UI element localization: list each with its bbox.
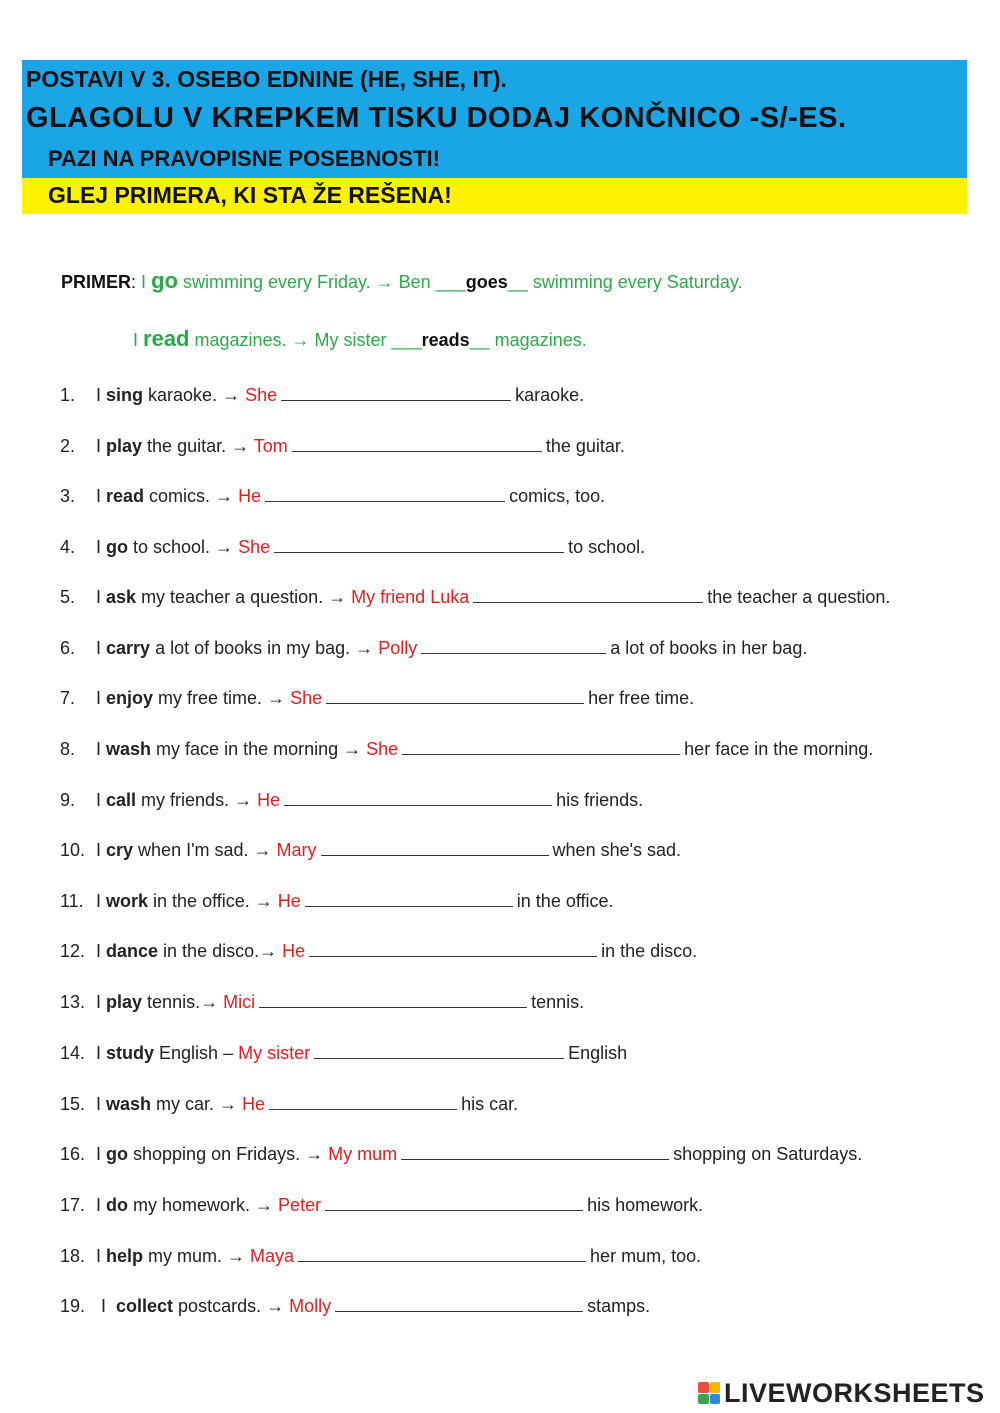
item-verb: go — [106, 537, 129, 557]
answer-blank[interactable] — [298, 1245, 586, 1262]
item-subject: Molly — [289, 1296, 332, 1316]
item-number: 4. — [60, 537, 76, 557]
example-verb: go — [151, 268, 178, 293]
item-subject: Tom — [253, 436, 288, 456]
item-verb: collect — [116, 1296, 174, 1316]
answer-blank[interactable] — [265, 485, 505, 502]
answer-blank[interactable] — [421, 637, 606, 654]
answer-blank[interactable] — [269, 1093, 457, 1110]
answer-blank[interactable] — [325, 1194, 583, 1211]
item-subject: She — [238, 537, 271, 557]
answer-blank[interactable] — [314, 1042, 564, 1059]
exercise-item: 17. I do my homework. → Peter his homework. — [60, 1195, 704, 1215]
exercise-item: 11. I work in the office. → He in the office. — [60, 891, 614, 911]
example-label: PRIMER — [61, 272, 132, 292]
item-subject: He — [257, 790, 281, 810]
exercise-item: 19. I collect postcards. → Molly stamps. — [60, 1296, 651, 1316]
item-subject: Peter — [278, 1195, 322, 1215]
item-subject: She — [366, 739, 399, 759]
item-verb: ask — [106, 587, 137, 607]
answer-blank[interactable] — [326, 687, 584, 704]
exercise-item: 5. I ask my teacher a question. → My friend Luka the teacher a question. — [60, 587, 891, 607]
item-subject: He — [238, 486, 262, 506]
exercise-item: 9. I call my friends. → He his friends. — [60, 790, 644, 810]
item-verb: enjoy — [106, 688, 154, 708]
example-verb: read — [143, 326, 190, 351]
exercise-item: 15. I wash my car. → He his car. — [60, 1094, 519, 1114]
exercise-item: 16. I go shopping on Fridays. → My mum shopping on Saturdays. — [60, 1144, 863, 1164]
item-verb: wash — [106, 1094, 152, 1114]
example-1: PRIMER: I go swimming every Friday. → Ben ___goes__ swimming every Saturday. — [61, 268, 743, 293]
item-number: 8. — [60, 739, 76, 759]
item-subject: She — [245, 385, 278, 405]
item-number: 17. — [60, 1195, 86, 1215]
item-subject: She — [290, 688, 323, 708]
instruction-line-1: POSTAVI V 3. OSEBO EDNINE (HE, SHE, IT). — [26, 66, 507, 92]
item-subject: My mum — [328, 1144, 398, 1164]
answer-blank[interactable] — [259, 991, 527, 1008]
item-subject: He — [277, 891, 301, 911]
exercise-item: 10. I cry when I'm sad. → Mary when she's sad. — [60, 840, 682, 860]
answer-blank[interactable] — [281, 384, 511, 401]
answer-blank[interactable] — [292, 435, 542, 452]
item-subject: Polly — [378, 638, 418, 658]
item-number: 14. — [60, 1043, 86, 1063]
instruction-line-4: GLEJ PRIMERA, KI STA ŽE REŠENA! — [48, 182, 452, 208]
exercise-item: 14. I study English – My sister English — [60, 1043, 628, 1063]
example-answer: reads — [421, 330, 470, 350]
item-verb: work — [106, 891, 149, 911]
answer-blank[interactable] — [335, 1295, 583, 1312]
exercise-item: 3. I read comics. → He comics, too. — [60, 486, 606, 506]
item-verb: sing — [106, 385, 144, 405]
item-number: 15. — [60, 1094, 86, 1114]
item-number: 13. — [60, 992, 86, 1012]
item-verb: play — [106, 436, 143, 456]
exercise-item: 18. I help my mum. → Maya her mum, too. — [60, 1246, 702, 1266]
answer-blank[interactable] — [274, 536, 564, 553]
item-subject: Mary — [276, 840, 317, 860]
item-verb: call — [106, 790, 137, 810]
exercise-item: 13. I play tennis.→ Mici tennis. — [60, 992, 585, 1012]
liveworksheets-logo[interactable] — [698, 1378, 985, 1408]
exercise-item: 12. I dance in the disco.→ He in the disco. — [60, 941, 698, 961]
answer-blank[interactable] — [284, 789, 552, 806]
instruction-line-2: GLAGOLU V KREPKEM TISKU DODAJ KONČNICO -S/-ES. — [26, 102, 847, 134]
answer-blank[interactable] — [473, 586, 703, 603]
item-verb: wash — [106, 739, 152, 759]
item-number: 9. — [60, 790, 76, 810]
item-verb: dance — [106, 941, 159, 961]
answer-blank[interactable] — [401, 1143, 669, 1160]
example-2: I read magazines. → My sister ___reads__ magazines. — [133, 326, 587, 351]
item-number: 11. — [60, 891, 84, 911]
answer-blank[interactable] — [402, 738, 680, 755]
exercise-item: 2. I play the guitar. → Tom the guitar. — [60, 436, 625, 456]
example-answer: goes — [465, 272, 508, 292]
answer-blank[interactable] — [321, 839, 549, 856]
liveworksheets-logo-icon — [698, 1382, 720, 1404]
item-subject: My sister — [238, 1043, 311, 1063]
item-subject: Maya — [250, 1246, 295, 1266]
item-verb: go — [106, 1144, 129, 1164]
item-number: 3. — [60, 486, 76, 506]
item-subject: He — [242, 1094, 266, 1114]
item-subject: He — [282, 941, 306, 961]
logo-text: LIVEWORKSHEETS — [724, 1377, 985, 1408]
item-number: 16. — [60, 1144, 86, 1164]
item-verb: help — [106, 1246, 144, 1266]
item-verb: cry — [106, 840, 134, 860]
item-verb: carry — [106, 638, 151, 658]
item-number: 6. — [60, 638, 76, 658]
exercise-item: 8. I wash my face in the morning → She her face in the morning. — [60, 739, 874, 759]
item-number: 1. — [60, 385, 76, 405]
item-number: 7. — [60, 688, 76, 708]
exercise-item: 7. I enjoy my free time. → She her free time. — [60, 688, 695, 708]
item-number: 10. — [60, 840, 86, 860]
exercise-item: 4. I go to school. → She to school. — [60, 537, 646, 557]
item-subject: Mici — [223, 992, 256, 1012]
exercise-item: 6. I carry a lot of books in my bag. → Polly a lot of books in her bag. — [60, 638, 808, 658]
item-number: 18. — [60, 1246, 86, 1266]
item-verb: study — [106, 1043, 155, 1063]
item-number: 2. — [60, 436, 76, 456]
item-verb: play — [106, 992, 143, 1012]
item-number: 5. — [60, 587, 76, 607]
answer-blank[interactable] — [305, 890, 513, 907]
answer-blank[interactable] — [309, 940, 597, 957]
item-number: 12. — [60, 941, 86, 961]
instruction-line-3: PAZI NA PRAVOPISNE POSEBNOSTI! — [48, 146, 440, 171]
item-number: 19. — [60, 1296, 86, 1316]
exercise-item: 1. I sing karaoke. → She karaoke. — [60, 385, 585, 405]
item-subject: My friend Luka — [351, 587, 470, 607]
item-verb: do — [106, 1195, 129, 1215]
item-verb: read — [106, 486, 145, 506]
